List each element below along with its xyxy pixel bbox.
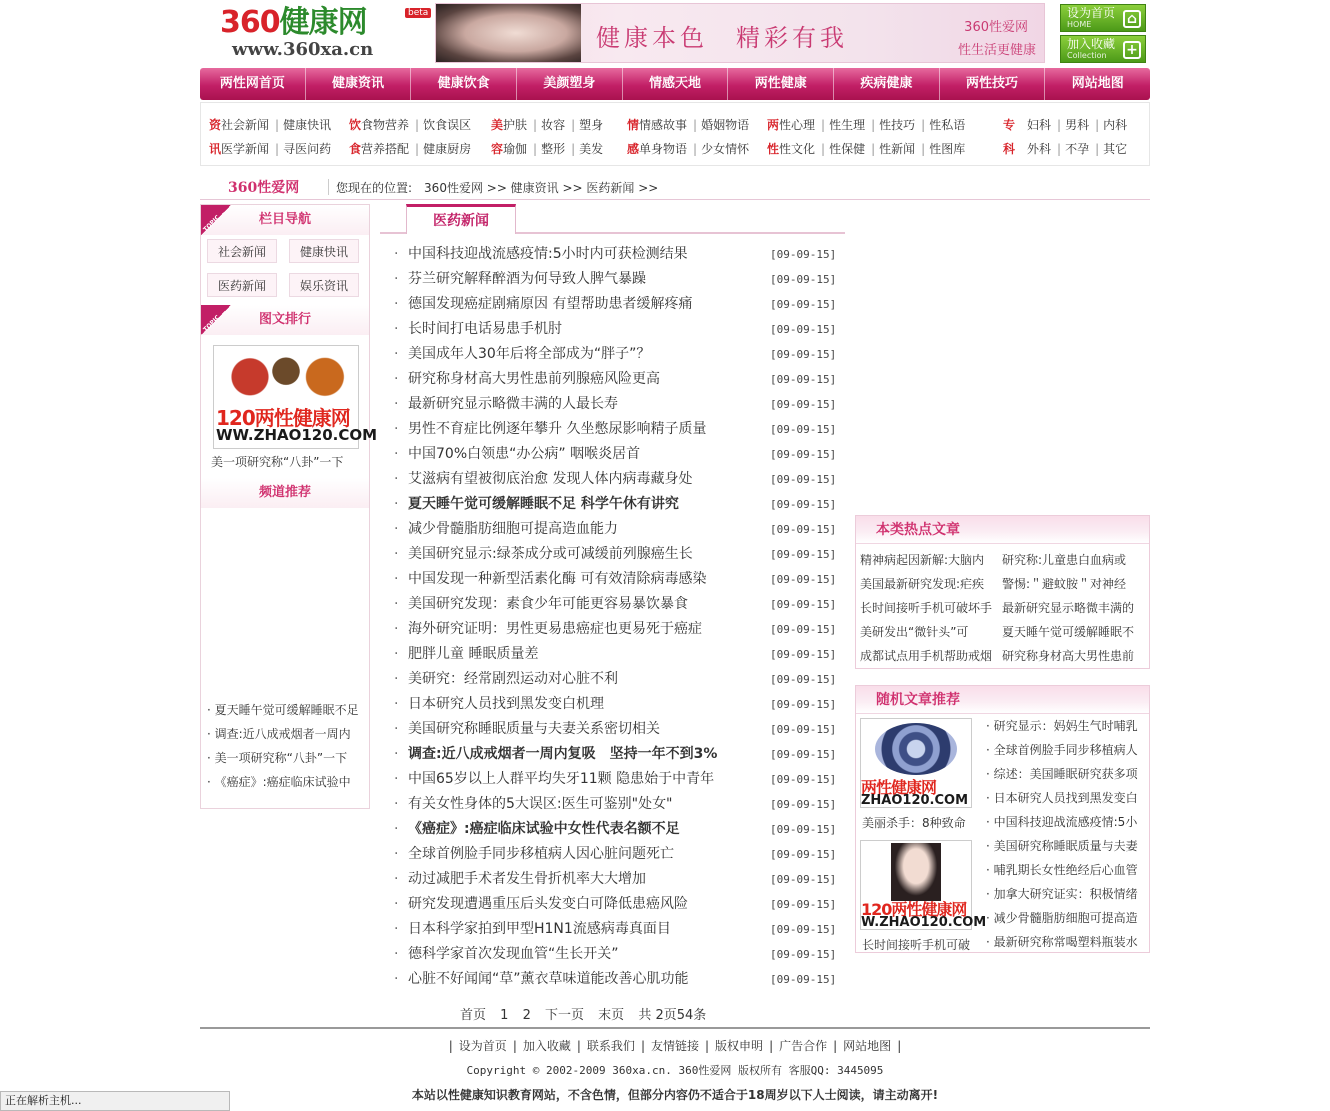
pager-page-1[interactable]: 1 bbox=[500, 1008, 509, 1023]
hot-article-link[interactable]: 精神病起因新解:大脑内 bbox=[860, 553, 985, 567]
hot-articles-title: 本类热点文章 bbox=[856, 516, 1149, 544]
browser-status-bar: 正在解析主机... bbox=[0, 1091, 230, 1111]
column-nav-title: 栏目导航 bbox=[258, 212, 311, 227]
news-date: [09-09-15] bbox=[770, 348, 837, 361]
subnav-link[interactable]: 不孕 bbox=[1065, 142, 1090, 156]
news-date: [09-09-15] bbox=[770, 773, 837, 786]
hot-article-link[interactable]: 美研发出“微针头”可 bbox=[860, 625, 969, 639]
news-item bbox=[380, 942, 845, 967]
banner-side-text: 360性爱网 bbox=[964, 20, 1028, 35]
footer-link[interactable]: 网站地图 bbox=[843, 1039, 892, 1053]
news-date: [09-09-15] bbox=[770, 373, 837, 386]
subnav-category-char: 性 bbox=[767, 142, 780, 156]
footer-link[interactable]: 版权申明 bbox=[715, 1039, 764, 1053]
news-title[interactable]: · 研究称身材高大男性患前列腺癌风险更高 bbox=[408, 371, 660, 387]
subnav-category-char: 美 bbox=[491, 118, 504, 132]
news-title[interactable]: · 长时间打电话易患手机肘 bbox=[408, 321, 562, 337]
news-item bbox=[380, 492, 845, 517]
subnav-row bbox=[767, 137, 967, 161]
footer-separator: | bbox=[640, 1039, 645, 1053]
news-date: [09-09-15] bbox=[770, 698, 837, 711]
news-item bbox=[380, 292, 845, 317]
news-item bbox=[380, 767, 845, 792]
subnav-link[interactable]: 性技巧 bbox=[879, 118, 916, 132]
news-title[interactable]: · 美国研究称睡眠质量与夫妻关系密切相关 bbox=[408, 721, 660, 737]
random-articles-box bbox=[855, 685, 1150, 953]
subnav-row bbox=[349, 137, 473, 161]
subnav-separator: | bbox=[693, 118, 698, 132]
news-title[interactable]: · 最新研究显示略微丰满的人最长寿 bbox=[408, 396, 618, 412]
news-item bbox=[380, 367, 845, 392]
logo-title: 360健康网 bbox=[220, 5, 367, 40]
footer-separator: | bbox=[897, 1039, 902, 1053]
news-item bbox=[380, 517, 845, 542]
news-title[interactable]: · 中国65岁以上人群平均失牙11颗 隐患始于中青年 bbox=[408, 771, 715, 787]
random-article-link[interactable]: · 日本研究人员找到黑发变白 bbox=[986, 786, 1138, 810]
subnav-separator: | bbox=[1057, 118, 1062, 132]
news-date: [09-09-15] bbox=[770, 273, 837, 286]
footer-link[interactable]: 联系我们 bbox=[586, 1039, 635, 1053]
footer-link[interactable]: 广告合作 bbox=[779, 1039, 828, 1053]
subnav-separator: | bbox=[921, 142, 926, 156]
channel-item[interactable]: · 美一项研究称“八卦”一下 bbox=[207, 746, 369, 770]
subnav-link[interactable]: 性图库 bbox=[929, 142, 966, 156]
subnav-separator: | bbox=[1057, 142, 1062, 156]
news-title[interactable]: · 艾滋病有望被彻底治愈 发现人体内病毒藏身处 bbox=[408, 471, 693, 487]
news-item bbox=[380, 642, 845, 667]
subnav-separator: | bbox=[1095, 142, 1100, 156]
sidebar-category-link[interactable]: 社会新闻 bbox=[207, 239, 277, 263]
news-date: [09-09-15] bbox=[770, 498, 837, 511]
add-favorite-sublabel: Collection bbox=[1067, 51, 1107, 60]
subnav-link[interactable]: 美发 bbox=[579, 142, 604, 156]
news-title[interactable]: · 海外研究证明：男性更易患癌症也更易死于癌症 bbox=[408, 621, 702, 637]
news-title[interactable]: · 美国成年人30年后将全部成为“胖子”？ bbox=[408, 346, 651, 362]
nav-item-5[interactable]: 两性健康 bbox=[728, 68, 834, 100]
image-watermark-url: WW.ZHAO120.COM bbox=[216, 426, 378, 444]
news-title[interactable]: · 夏天睡午觉可缓解睡眠不足 科学午休有讲究 bbox=[408, 496, 679, 512]
news-date: [09-09-15] bbox=[770, 823, 837, 836]
news-title[interactable]: · 全球首例脸手同步移植病人因心脏问题死亡 bbox=[408, 846, 674, 862]
hot-articles-box bbox=[855, 515, 1150, 669]
news-item bbox=[380, 842, 845, 867]
image-watermark: 两性健康网 bbox=[861, 778, 937, 797]
pager-total: 共 2页54条 bbox=[638, 1008, 707, 1023]
subnav-separator: | bbox=[693, 142, 698, 156]
subnav-link[interactable]: 瑜伽 bbox=[503, 142, 528, 156]
news-item bbox=[380, 742, 845, 767]
subnav-category-char: 食 bbox=[349, 142, 362, 156]
set-homepage-button[interactable] bbox=[1060, 4, 1146, 32]
hot-article-link[interactable]: 研究称身材高大男性患前 bbox=[1002, 649, 1135, 663]
news-date: [09-09-15] bbox=[770, 573, 837, 586]
subnav-link[interactable]: 性心理 bbox=[779, 118, 816, 132]
set-homepage-sublabel: HOME bbox=[1067, 20, 1092, 29]
hot-article-link[interactable]: 研究称:儿童患白血病或 bbox=[1002, 553, 1127, 567]
top-banner[interactable] bbox=[435, 3, 1045, 63]
subnav-category-char: 感 bbox=[627, 142, 640, 156]
nav-item-1[interactable]: 健康资讯 bbox=[306, 68, 412, 100]
tab-medical-news[interactable]: 医药新闻 bbox=[406, 204, 516, 234]
subnav-category-char: 专 bbox=[1003, 118, 1016, 132]
news-date: [09-09-15] bbox=[770, 598, 837, 611]
footer-separator: | bbox=[769, 1039, 774, 1053]
news-item bbox=[380, 567, 845, 592]
news-title[interactable]: · 德科学家首次发现血管“生长开关” bbox=[408, 946, 619, 962]
random-article-link[interactable]: · 中国科技迎战流感疫情:5小 bbox=[986, 810, 1138, 834]
main-content bbox=[380, 204, 845, 992]
sidebar-category-link[interactable]: 健康快讯 bbox=[289, 239, 359, 263]
subnav-separator: | bbox=[921, 118, 926, 132]
cartoon-people-image bbox=[214, 346, 358, 402]
news-date: [09-09-15] bbox=[770, 423, 837, 436]
news-title[interactable]: · 《癌症》:癌症临床试验中女性代表名额不足 bbox=[408, 821, 680, 837]
subnav-link[interactable]: 社会新闻 bbox=[221, 118, 270, 132]
news-date: [09-09-15] bbox=[770, 723, 837, 736]
subnav-category-char: 情 bbox=[627, 118, 640, 132]
banner-photo bbox=[436, 4, 581, 62]
news-date: [09-09-15] bbox=[770, 323, 837, 336]
random-article-link[interactable]: · 研究显示：妈妈生气时哺乳 bbox=[986, 714, 1138, 738]
subnav-separator: | bbox=[415, 142, 420, 156]
news-item bbox=[380, 442, 845, 467]
subnav-link[interactable]: 男科 bbox=[1065, 118, 1090, 132]
nav-item-3[interactable]: 美颜塑身 bbox=[517, 68, 623, 100]
news-item bbox=[380, 717, 845, 742]
news-item bbox=[380, 592, 845, 617]
pic-rank-image[interactable] bbox=[213, 345, 378, 449]
subnav-link[interactable]: 妇科 bbox=[1027, 118, 1052, 132]
news-item bbox=[380, 467, 845, 492]
main-tab-bar bbox=[380, 204, 845, 234]
pagination bbox=[380, 1004, 845, 1023]
subnav-group-2 bbox=[491, 113, 605, 161]
news-item bbox=[380, 967, 845, 992]
news-item bbox=[380, 242, 845, 267]
subnav-group-5 bbox=[1003, 113, 1129, 161]
subnav-group-3 bbox=[627, 113, 751, 161]
subnav-link[interactable]: 健康快讯 bbox=[283, 118, 332, 132]
breadcrumb-path[interactable]: 您现在的位置: 360性爱网 >> 健康资讯 >> 医药新闻 >> bbox=[336, 181, 659, 195]
news-date: [09-09-15] bbox=[770, 673, 837, 686]
hot-article-link[interactable]: 夏天睡午觉可缓解睡眠不 bbox=[1002, 625, 1135, 639]
news-item bbox=[380, 542, 845, 567]
pager-next[interactable]: 下一页 bbox=[545, 1008, 585, 1023]
news-title[interactable]: · 男性不育症比例逐年攀升 久坐憋尿影响精子质量 bbox=[408, 421, 707, 437]
subnav-row bbox=[491, 113, 605, 137]
nav-item-4[interactable]: 情感天地 bbox=[623, 68, 729, 100]
subnav-group-1 bbox=[349, 113, 473, 161]
set-homepage-label: 设为首页 bbox=[1067, 6, 1116, 20]
subnav-separator: | bbox=[821, 118, 826, 132]
news-date: [09-09-15] bbox=[770, 873, 837, 886]
news-date: [09-09-15] bbox=[770, 298, 837, 311]
footer-separator: | bbox=[512, 1039, 517, 1053]
subnav-category-char: 讯 bbox=[209, 142, 222, 156]
random-article-link[interactable]: · 综述：美国睡眠研究获多项 bbox=[986, 762, 1138, 786]
subnav-link[interactable]: 塑身 bbox=[579, 118, 604, 132]
hot-article-link[interactable]: 最新研究显示略微丰满的 bbox=[1002, 601, 1135, 615]
hot-article-link[interactable]: 长时间接听手机可破坏手 bbox=[860, 601, 993, 615]
subnav-group-0 bbox=[209, 113, 333, 161]
channel-item[interactable]: · 调查:近八成戒烟者一周内 bbox=[207, 722, 369, 746]
subnav-category-char: 资 bbox=[209, 118, 222, 132]
subnav-link[interactable]: 饮食误区 bbox=[423, 118, 472, 132]
footer-separator: | bbox=[448, 1039, 453, 1053]
news-title[interactable]: · 美国研究发现：素食少年可能更容易暴饮暴食 bbox=[408, 596, 688, 612]
news-date: [09-09-15] bbox=[770, 848, 837, 861]
subnav-link[interactable]: 性私语 bbox=[929, 118, 966, 132]
news-item bbox=[380, 792, 845, 817]
subnav-link[interactable]: 性保健 bbox=[829, 142, 866, 156]
news-title[interactable]: · 芬兰研究解释醉酒为何导致人脾气暴躁 bbox=[408, 271, 646, 287]
news-title[interactable]: · 美研究：经常剧烈运动对心脏不利 bbox=[408, 671, 618, 687]
subnav-link[interactable]: 健康厨房 bbox=[423, 142, 472, 156]
subnav-row bbox=[1003, 113, 1129, 137]
subnav-row bbox=[767, 113, 967, 137]
sidebar-category-link[interactable]: 娱乐资讯 bbox=[289, 273, 359, 297]
footer-separator: | bbox=[576, 1039, 581, 1053]
nav-item-8[interactable]: 网站地图 bbox=[1071, 76, 1124, 91]
channel-item[interactable]: · 《癌症》:癌症临床试验中 bbox=[207, 770, 369, 794]
news-title[interactable]: · 美国研究显示:绿茶成分或可减缓前列腺癌生长 bbox=[408, 546, 693, 562]
news-item bbox=[380, 817, 845, 842]
banner-slogan: 健康本色 精彩有我 bbox=[596, 24, 848, 52]
news-item bbox=[380, 342, 845, 367]
subnav-link[interactable]: 单身物语 bbox=[639, 142, 688, 156]
subnav-row bbox=[491, 137, 605, 161]
news-item bbox=[380, 917, 845, 942]
left-sidebar bbox=[200, 204, 378, 809]
logo-url: www.360xa.cn bbox=[232, 39, 374, 60]
pager-first[interactable]: 首页 bbox=[460, 1008, 487, 1023]
pager-last[interactable]: 末页 bbox=[598, 1008, 625, 1023]
random-articles-title: 随机文章推荐 bbox=[856, 686, 1149, 714]
topic-corner-tag: TOPIC bbox=[201, 205, 231, 235]
category-grid bbox=[201, 235, 369, 305]
random-image-2[interactable] bbox=[860, 840, 987, 930]
news-title[interactable]: · 有关女性身体的5大误区:医生可鉴别"处女" bbox=[408, 796, 673, 812]
add-favorite-label: 加入收藏 bbox=[1067, 37, 1116, 51]
subnav-separator: | bbox=[275, 142, 280, 156]
subnav-row bbox=[627, 113, 751, 137]
add-favorite-button[interactable] bbox=[1060, 35, 1146, 63]
subnav-row bbox=[209, 137, 333, 161]
nav-item-2[interactable]: 健康饮食 bbox=[411, 68, 517, 100]
site-logo[interactable] bbox=[220, 5, 429, 64]
news-date: [09-09-15] bbox=[770, 473, 837, 486]
subnav-separator: | bbox=[533, 142, 538, 156]
topic-corner-tag: TOPIC bbox=[201, 305, 231, 335]
random-article-link[interactable]: · 全球首例脸手同步移植病人 bbox=[986, 738, 1138, 762]
news-title[interactable]: · 心脏不好闻闻“草”薰衣草味道能改善心肌功能 bbox=[408, 971, 689, 987]
beta-badge: beta bbox=[405, 8, 431, 18]
image-watermark-url: ZHAO120.COM bbox=[861, 793, 969, 808]
pager-page-2[interactable]: 2 bbox=[522, 1008, 531, 1023]
subnav-row bbox=[349, 113, 473, 137]
pic-rank-caption[interactable]: 美一项研究称“八卦”一下 bbox=[211, 455, 344, 469]
news-item bbox=[380, 417, 845, 442]
news-date: [09-09-15] bbox=[770, 623, 837, 636]
pic-rank-title: 图文排行 bbox=[258, 312, 311, 327]
news-date: [09-09-15] bbox=[770, 648, 837, 661]
subnav-link[interactable]: 寻医问药 bbox=[283, 142, 332, 156]
breadcrumb-brand[interactable]: 360性爱网 bbox=[228, 180, 300, 196]
column-nav-header bbox=[201, 205, 369, 235]
hot-article-link[interactable]: 美国最新研究发现:疟疾 bbox=[860, 577, 985, 591]
hot-article-link[interactable]: 警惕:＂避蚊胺＂对神经 bbox=[1002, 577, 1127, 591]
breadcrumb-divider bbox=[328, 179, 329, 195]
random-image-2-caption[interactable]: 长时间接听手机可破 bbox=[862, 938, 971, 952]
virus-image bbox=[875, 723, 957, 775]
subnav-link[interactable]: 外科 bbox=[1027, 142, 1052, 156]
subnav-link[interactable]: 情感故事 bbox=[639, 118, 688, 132]
subnav-link[interactable]: 医学新闻 bbox=[221, 142, 270, 156]
news-title[interactable]: · 日本科学家拍到甲型H1N1流感病毒真面目 bbox=[408, 921, 671, 937]
random-article-link[interactable]: · 减少骨髓脂肪细胞可提高造 bbox=[986, 906, 1138, 930]
news-title[interactable]: · 德国发现癌症剧痛原因 有望帮助患者缓解疼痛 bbox=[408, 296, 693, 312]
news-title[interactable]: · 中国70%白领患“办公病” 咽喉炎居首 bbox=[408, 446, 641, 462]
woman-phone-image bbox=[891, 843, 941, 901]
nav-item-6[interactable]: 疾病健康 bbox=[834, 68, 940, 100]
news-date: [09-09-15] bbox=[770, 248, 837, 261]
news-title[interactable]: · 调查:近八成戒烟者一周内复吸 坚持一年不到3% bbox=[408, 746, 718, 762]
news-item bbox=[380, 617, 845, 642]
channel-recommend-list bbox=[201, 508, 369, 808]
footer-separator: | bbox=[705, 1039, 710, 1053]
footer-separator: | bbox=[833, 1039, 838, 1053]
subnav-separator: | bbox=[275, 118, 280, 132]
footer bbox=[200, 1027, 1150, 1103]
news-date: [09-09-15] bbox=[770, 448, 837, 461]
news-date: [09-09-15] bbox=[770, 523, 837, 536]
subnav-category-char: 饮 bbox=[349, 118, 362, 132]
subnav-separator: | bbox=[533, 118, 538, 132]
random-article-link[interactable]: · 哺乳期长女性绝经后心血管 bbox=[986, 858, 1138, 882]
news-item bbox=[380, 892, 845, 917]
news-date: [09-09-15] bbox=[770, 923, 837, 936]
subnav-link[interactable]: 整形 bbox=[541, 142, 566, 156]
news-item bbox=[380, 667, 845, 692]
image-watermark: 120两性健康网 bbox=[216, 406, 350, 430]
random-article-link[interactable]: · 最新研究称常喝塑料瓶装水 bbox=[986, 930, 1138, 954]
image-watermark: 120两性健康网 bbox=[861, 900, 967, 919]
channel-item[interactable]: · 夏天睡午觉可缓解睡眠不足 bbox=[207, 698, 369, 722]
random-article-link[interactable]: · 美国研究称睡眠质量与夫妻 bbox=[986, 834, 1138, 858]
news-title[interactable]: · 中国发现一种新型活素化酶 可有效清除病毒感染 bbox=[408, 571, 707, 587]
news-item bbox=[380, 317, 845, 342]
subnav-separator: | bbox=[571, 118, 576, 132]
subnav-separator: | bbox=[415, 118, 420, 132]
news-item bbox=[380, 867, 845, 892]
news-date: [09-09-15] bbox=[770, 798, 837, 811]
news-date: [09-09-15] bbox=[770, 398, 837, 411]
copyright: Copyright © 2002-2009 360xa.cn. 360性爱网 版权所有 客服QQ: 3445095 bbox=[466, 1064, 884, 1077]
news-title[interactable]: · 日本研究人员找到黑发变白机理 bbox=[408, 696, 604, 712]
nav-item-0[interactable]: 两性网首页 bbox=[200, 68, 306, 100]
news-title[interactable]: · 动过减肥手术者发生骨折机率大大增加 bbox=[408, 871, 646, 887]
sub-nav bbox=[200, 102, 1150, 166]
footer-links bbox=[200, 1037, 1150, 1054]
news-date: [09-09-15] bbox=[770, 948, 837, 961]
news-list bbox=[380, 242, 845, 992]
news-item bbox=[380, 267, 845, 292]
news-title[interactable]: · 研究发现遭遇重压后头发变白可降低患癌风险 bbox=[408, 896, 688, 912]
subnav-category-char: 容 bbox=[491, 142, 504, 156]
home-icon: ⌂ bbox=[1123, 10, 1141, 28]
subnav-separator: | bbox=[871, 118, 876, 132]
subnav-category-char: 科 bbox=[1003, 142, 1016, 156]
random-article-link[interactable]: · 加拿大研究证实：积极情绪 bbox=[986, 882, 1138, 906]
subnav-separator: | bbox=[821, 142, 826, 156]
news-item bbox=[380, 692, 845, 717]
channel-recommend-title: 频道推荐 bbox=[258, 485, 311, 500]
breadcrumb bbox=[200, 174, 1150, 200]
sidebar-category-link[interactable]: 医药新闻 bbox=[207, 273, 277, 297]
subnav-link[interactable]: 性文化 bbox=[779, 142, 816, 156]
subnav-category-char: 两 bbox=[767, 118, 780, 132]
news-date: [09-09-15] bbox=[770, 548, 837, 561]
subnav-row bbox=[1003, 137, 1129, 161]
footer-link[interactable]: 友情链接 bbox=[650, 1039, 699, 1053]
subnav-link[interactable]: 护肤 bbox=[503, 118, 528, 132]
news-date: [09-09-15] bbox=[770, 898, 837, 911]
hot-articles-grid bbox=[856, 544, 1149, 668]
news-title[interactable]: · 中国科技迎战流感疫情:5小时内可获检测结果 bbox=[408, 246, 688, 262]
random-image-1[interactable] bbox=[860, 718, 972, 808]
subnav-row bbox=[209, 113, 333, 137]
age-warning: 本站以性健康知识教育网站，不含色情，但部分内容仍不适合于18周岁以下人士阅读，请主动离开! bbox=[411, 1088, 939, 1102]
subnav-separator: | bbox=[571, 142, 576, 156]
channel-recommend-header bbox=[201, 478, 369, 508]
subnav-row bbox=[627, 137, 751, 161]
news-item bbox=[380, 392, 845, 417]
subnav-link[interactable]: 性生理 bbox=[829, 118, 866, 132]
pic-rank-header bbox=[201, 305, 369, 335]
random-image-1-caption[interactable]: 美丽杀手：8种致命 bbox=[862, 816, 966, 830]
subnav-link[interactable]: 少女情怀 bbox=[701, 142, 750, 156]
banner-side-subtext: 性生活更健康 bbox=[957, 43, 1036, 58]
footer-link[interactable]: 加入收藏 bbox=[522, 1039, 571, 1053]
news-date: [09-09-15] bbox=[770, 973, 837, 986]
subnav-link[interactable]: 营养搭配 bbox=[361, 142, 410, 156]
plus-icon: + bbox=[1123, 41, 1141, 59]
subnav-link[interactable]: 其它 bbox=[1103, 142, 1128, 156]
main-nav bbox=[200, 68, 1150, 100]
image-watermark-url: W.ZHAO120.COM bbox=[861, 915, 987, 930]
random-articles-body bbox=[856, 714, 1149, 952]
hot-article-link[interactable]: 成都试点用手机帮助戒烟 bbox=[860, 649, 993, 663]
subnav-separator: | bbox=[871, 142, 876, 156]
subnav-link[interactable]: 食物营养 bbox=[361, 118, 410, 132]
subnav-group-4 bbox=[767, 113, 967, 161]
subnav-link[interactable]: 妆容 bbox=[541, 118, 566, 132]
subnav-link[interactable]: 内科 bbox=[1103, 118, 1128, 132]
random-articles-list bbox=[986, 714, 1138, 954]
news-title[interactable]: · 减少骨髓脂肪细胞可提高造血能力 bbox=[408, 521, 618, 537]
news-date: [09-09-15] bbox=[770, 748, 837, 761]
nav-item-7[interactable]: 两性技巧 bbox=[940, 68, 1046, 100]
news-title[interactable]: · 肥胖儿童 睡眠质量差 bbox=[408, 646, 539, 662]
subnav-link[interactable]: 性新闻 bbox=[879, 142, 916, 156]
subnav-link[interactable]: 婚姻物语 bbox=[701, 118, 750, 132]
footer-link[interactable]: 设为首页 bbox=[458, 1039, 507, 1053]
subnav-separator: | bbox=[1095, 118, 1100, 132]
